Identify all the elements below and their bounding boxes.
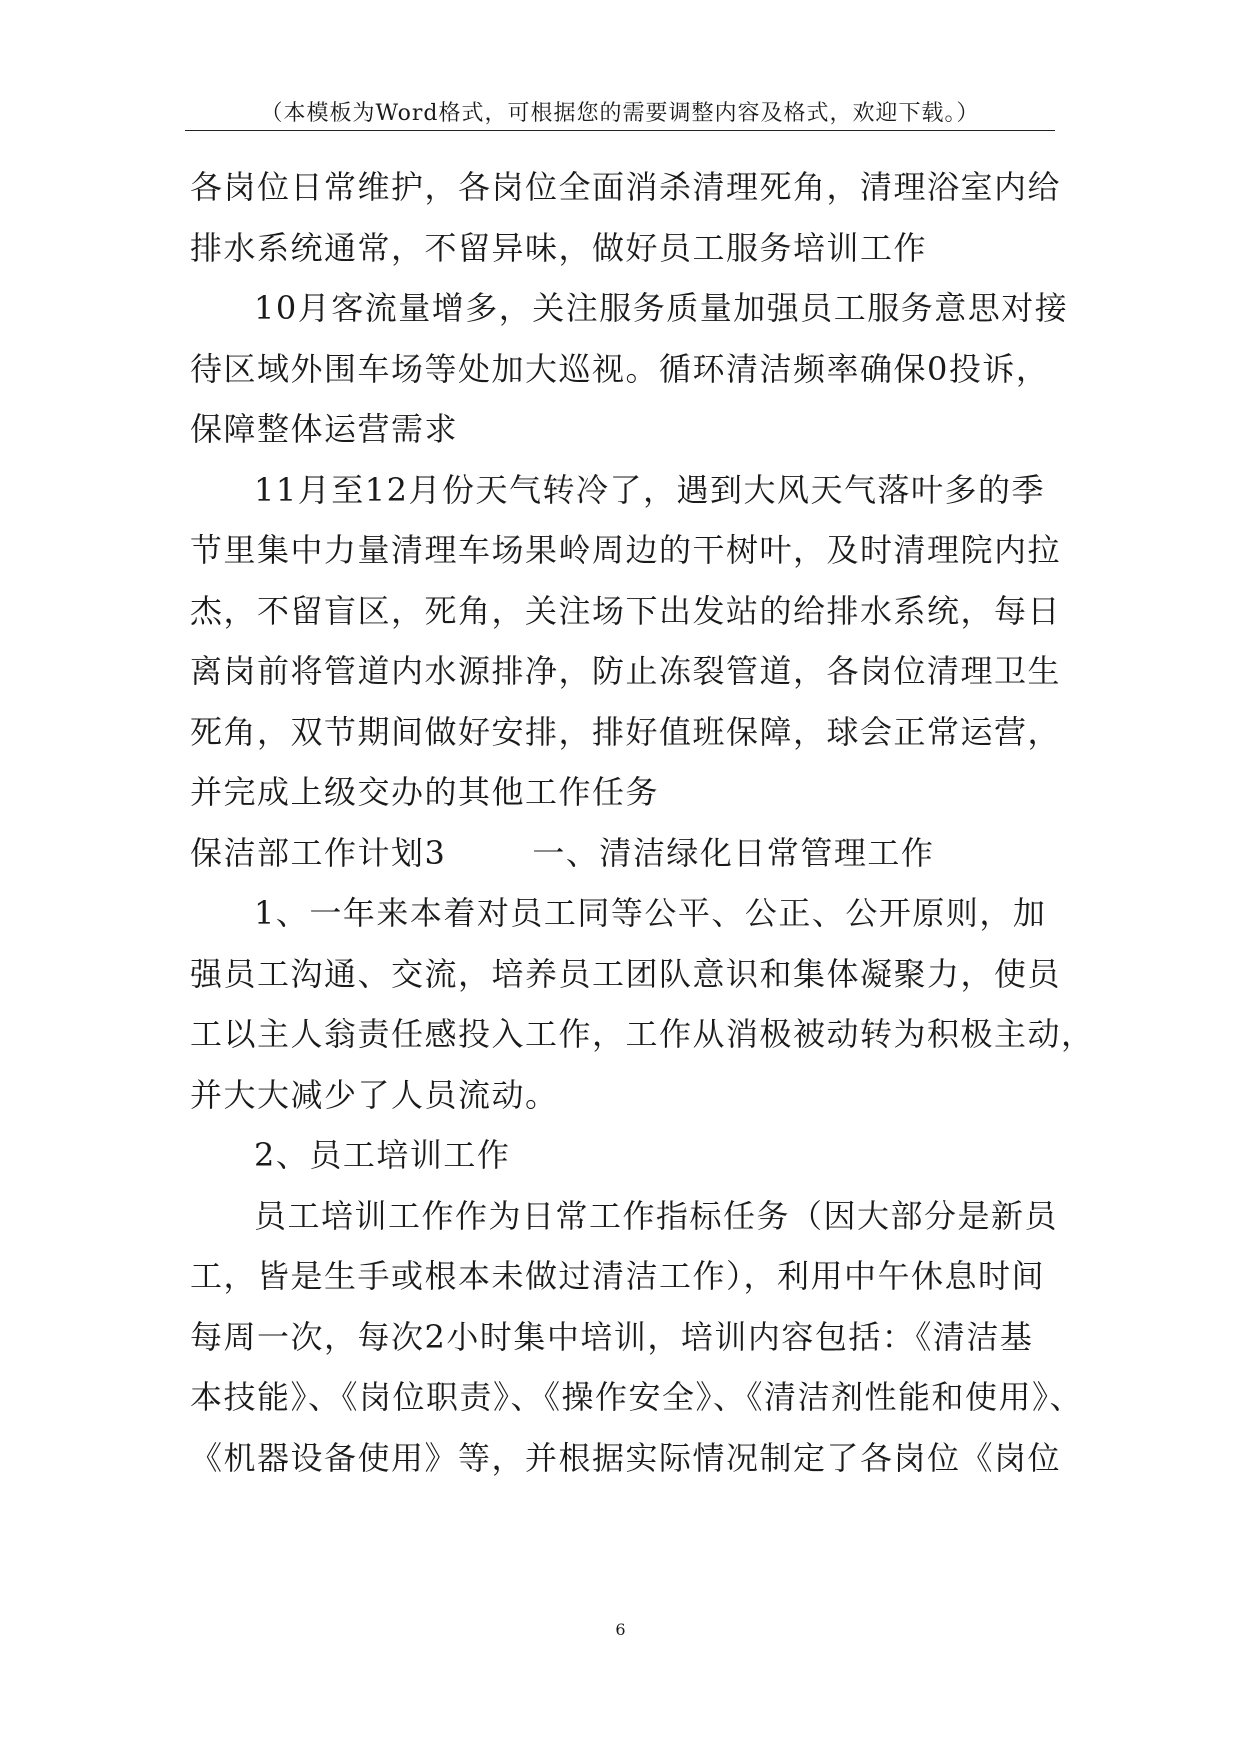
text-line: 11月至12月份天气转冷了，遇到大风天气落叶多的季 [254,470,1045,509]
paragraph-2 [190,278,1090,460]
section-title: 保洁部工作计划3 [190,833,447,872]
text-line: 死角，双节期间做好安排，排好值班保障，球会正常运营， [190,712,1062,751]
text-line: 排水系统通常，不留异味，做好员工服务培训工作 [190,228,928,267]
paragraph-4 [190,883,1095,1125]
text-line: 员工培训工作作为日常工作指标任务（因大部分是新员 [254,1196,1059,1235]
text-line: 工以主人翁责任感投入工作，工作从消极被动转为积极主动， [190,1015,1095,1053]
paragraph-3 [190,460,1090,823]
text-line: 10月客流量增多，关注服务质量加强员工服务意思对接 [254,289,1069,327]
text-line: 节里集中力量清理车场果岭周边的干树叶，及时清理院内拉 [190,531,1062,569]
text-line: 强员工沟通、交流，培养员工团队意识和集体凝聚力，使员 [190,954,1062,993]
paragraph-5: 2、员工培训工作 [254,1136,511,1174]
page-header: （本模板为Word格式，可根据您的需要调整内容及格式，欢迎下载。） [260,101,980,126]
text-line: 离岗前将管道内水源排净，防止冻裂管道，各岗位清理卫生 [190,652,1062,690]
text-line: 1、一年来本着对员工同等公平、公正、公开原则，加 [254,894,1047,932]
section-heading [190,823,1090,884]
text-line: 并大大减少了人员流动。 [190,1075,559,1114]
text-line: 各岗位日常维护，各岗位全面消杀清理死角，清理浴室内给 [190,168,1062,206]
text-line: 《机器设备使用》等，并根据实际情况制定了各岗位《岗位 [190,1438,1062,1477]
page-number: 6 [615,1620,626,1639]
text-line: 并完成上级交办的其他工作任务 [190,773,660,811]
text-line: 杰，不留盲区，死角，关注场下出发站的给排水系统，每日 [190,591,1062,630]
body-text [190,157,1095,1488]
text-line: 待区域外围车场等处加大巡视。循环清洁频率确保0投诉， [190,349,1050,388]
text-line: 工，皆是生手或根本未做过清洁工作），利用中午休息时间 [190,1257,1046,1295]
text-line: 保障整体运营需求 [190,410,459,448]
paragraph-6 [190,1186,1090,1489]
text-line: 每周一次，每次2小时集中培训，培训内容包括：《清洁基 [190,1317,1034,1356]
text-line: 本技能》、《岗位职责》、《操作安全》、《清洁剂性能和使用》、 [190,1378,1084,1416]
paragraph-1 [190,157,1090,278]
header-divider [185,130,1055,131]
section-subtitle: 一、清洁绿化日常管理工作 [532,833,935,872]
